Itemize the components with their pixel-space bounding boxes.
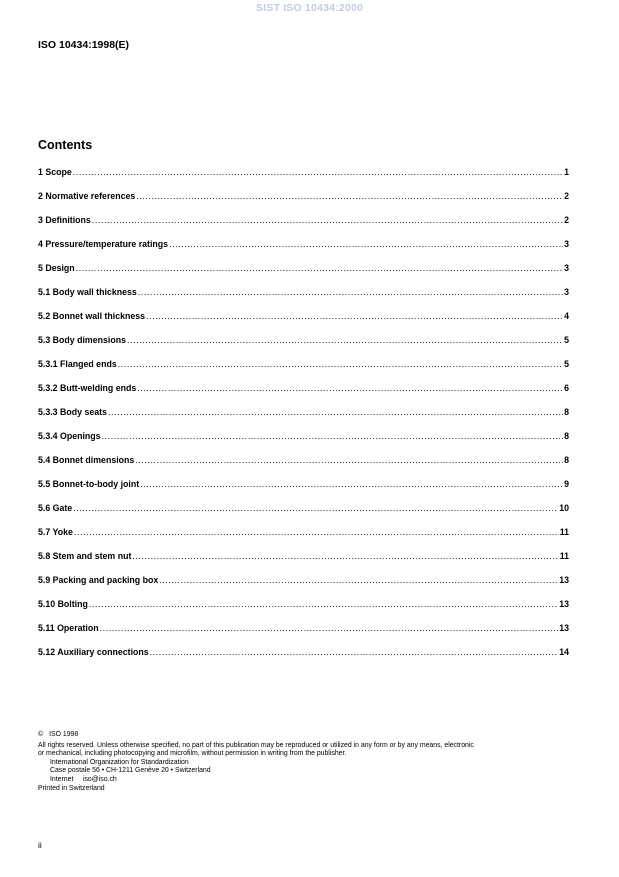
toc-entry[interactable] [38, 259, 569, 283]
toc-entry[interactable] [38, 619, 569, 643]
copyright-symbol: © [38, 731, 44, 738]
toc-entry-page: 13 [559, 575, 569, 585]
toc-entry-page: 1 [564, 167, 569, 177]
toc-leader-dots [92, 211, 563, 229]
internet-line [38, 776, 578, 785]
toc-entry-label: 5.3.2 Butt-welding ends [38, 383, 137, 393]
toc-leader-dots [102, 427, 564, 445]
toc-leader-dots [118, 355, 563, 373]
toc-entry[interactable] [38, 163, 569, 187]
toc-leader-dots [74, 523, 559, 541]
toc-entry-page: 6 [564, 383, 569, 393]
toc-entry-label: 5.8 Stem and stem nut [38, 551, 132, 561]
toc-entry-label: 5.4 Bonnet dimensions [38, 455, 135, 465]
rights-line-1: All rights reserved. Unless otherwise specified, no part of this publication may be reproduced or utilized in any form or by any means, electronic [38, 741, 474, 749]
toc-entry-label: 1 Scope [38, 167, 72, 177]
toc-entry-page: 10 [559, 503, 569, 513]
toc-leader-dots [73, 163, 563, 181]
toc-entry-label: 5.12 Auxiliary connections [38, 647, 149, 657]
toc-entry-label: 5.11 Operation [38, 623, 99, 633]
toc-entry[interactable] [38, 331, 569, 355]
toc-entry-page: 5 [564, 335, 569, 345]
toc-leader-dots [140, 475, 563, 493]
document-identifier: ISO 10434:1998(E) [38, 39, 130, 51]
toc-entry-label: 5.6 Gate [38, 503, 73, 513]
watermark: SIST ISO 10434:2000 [255, 2, 364, 14]
toc-entry[interactable] [38, 451, 569, 475]
toc-entry-page: 8 [564, 431, 569, 441]
toc-entry-page: 8 [564, 407, 569, 417]
page-number: ii [38, 840, 42, 850]
toc-entry-label: 3 Definitions [38, 215, 91, 225]
toc-entry-page: 11 [559, 551, 569, 561]
copyright-footer [38, 731, 578, 793]
org-name: International Organization for Standardization [50, 758, 189, 766]
toc-entry-page: 8 [564, 455, 569, 465]
toc-entry-label: 4 Pressure/temperature ratings [38, 239, 169, 249]
toc-entry[interactable] [38, 427, 569, 451]
toc-entry-page: 5 [564, 359, 569, 369]
toc-entry-label: 5.3 Body dimensions [38, 335, 126, 345]
org-address: Case postale 56 • CH-1211 Genève 20 • Switzerland [50, 767, 211, 775]
toc-leader-dots [169, 235, 563, 253]
copyright-line [38, 731, 578, 740]
contents-heading: Contents [38, 138, 93, 152]
toc-entry-label: 5.3.4 Openings [38, 431, 101, 441]
toc-entry[interactable] [38, 187, 569, 211]
toc-entry-label: 2 Normative references [38, 191, 136, 201]
toc-entry-label: 5.9 Packing and packing box [38, 575, 159, 585]
toc-entry[interactable] [38, 499, 569, 523]
toc-entry[interactable] [38, 355, 569, 379]
toc-entry-page: 13 [559, 599, 569, 609]
toc-entry[interactable] [38, 307, 569, 331]
printed-line: Printed in Switzerland [38, 784, 105, 792]
toc-entry-label: 5.2 Bonnet wall thickness [38, 311, 146, 321]
toc-entry-label: 5.3.1 Flanged ends [38, 359, 117, 369]
rights-line-2: or mechanical, including photocopying and microfilm, without permission in writing from the publisher. [38, 750, 347, 758]
toc-entry-label: 5.3.3 Body seats [38, 407, 107, 417]
toc-entry-label: 5.10 Bolting [38, 599, 88, 609]
table-of-contents [38, 163, 569, 667]
toc-leader-dots [132, 547, 558, 565]
toc-entry[interactable] [38, 475, 569, 499]
toc-entry[interactable] [38, 211, 569, 235]
toc-leader-dots [136, 187, 563, 205]
toc-entry-label: 5.7 Yoke [38, 527, 73, 537]
toc-entry[interactable] [38, 595, 569, 619]
toc-entry-page: 11 [559, 527, 569, 537]
toc-leader-dots [73, 499, 558, 517]
toc-leader-dots [127, 331, 563, 349]
toc-leader-dots [137, 379, 563, 397]
internet-email[interactable]: iso@iso.ch [82, 775, 117, 783]
toc-leader-dots [146, 307, 563, 325]
toc-leader-dots [108, 403, 563, 421]
toc-leader-dots [135, 451, 563, 469]
toc-entry[interactable] [38, 643, 569, 667]
toc-entry-page: 9 [564, 479, 569, 489]
toc-entry-page: 4 [564, 311, 569, 321]
toc-leader-dots [76, 259, 563, 277]
toc-entry-page: 3 [564, 287, 569, 297]
toc-leader-dots [89, 595, 558, 613]
copyright-text: ISO 1998 [49, 731, 79, 738]
toc-entry-label: 5.5 Bonnet-to-body joint [38, 479, 140, 489]
toc-entry[interactable] [38, 403, 569, 427]
toc-entry[interactable] [38, 283, 569, 307]
toc-entry-label: 5.1 Body wall thickness [38, 287, 137, 297]
toc-entry-page: 2 [564, 215, 569, 225]
toc-entry-page: 14 [559, 647, 569, 657]
toc-entry[interactable] [38, 379, 569, 403]
toc-entry[interactable] [38, 235, 569, 259]
toc-entry-label: 5 Design [38, 263, 75, 273]
internet-label: Internet [50, 775, 74, 783]
toc-entry[interactable] [38, 547, 569, 571]
toc-entry-page: 2 [564, 191, 569, 201]
toc-leader-dots [159, 571, 558, 589]
toc-entry-page: 13 [559, 623, 569, 633]
toc-entry[interactable] [38, 523, 569, 547]
toc-entry-page: 3 [564, 239, 569, 249]
toc-entry[interactable] [38, 571, 569, 595]
toc-leader-dots [150, 643, 559, 661]
toc-leader-dots [138, 283, 563, 301]
toc-leader-dots [100, 619, 559, 637]
toc-entry-page: 3 [564, 263, 569, 273]
